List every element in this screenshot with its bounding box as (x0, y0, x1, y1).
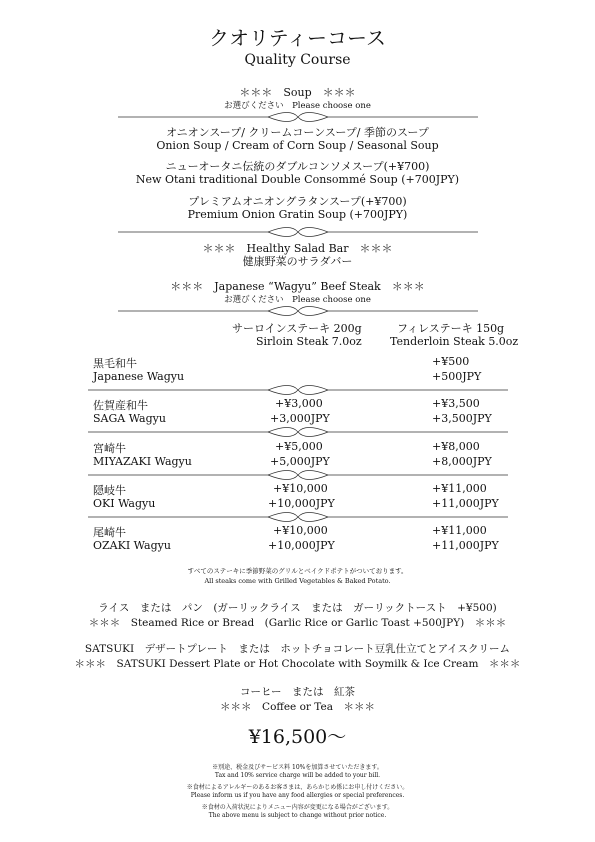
table-row-label-en: SAGA Wagyu (93, 412, 166, 425)
coffee-jp: コーヒー または 紅茶 (239, 686, 356, 698)
sirloin-price-yen: +¥5,000 (275, 440, 323, 453)
table-row-label-jp: 尾崎牛 (93, 526, 126, 539)
ornament-divider (0, 426, 595, 438)
steak-choose: お選びください Please choose one (224, 295, 371, 305)
footer-allergy-jp: ※食材によるアレルギーのあるお客さまは、あらかじめ係にお申し付けください。 (186, 784, 409, 791)
table-row-label-en: Japanese Wagyu (93, 370, 185, 383)
table-row-label-en: MIYAZAKI Wagyu (93, 455, 192, 468)
rice-en: ＊＊＊ Steamed Rice or Bread (Garlic Rice or Garlic Toast +500JPY) ＊＊＊ (88, 617, 507, 629)
coffee-en: ＊＊＊ Coffee or Tea ＊＊＊ (220, 701, 375, 713)
tenderloin-price-yen: +¥11,000 (432, 524, 487, 537)
footer-change-jp: ※食材の入荷状況によりメニュー内容が変更になる場合がございます。 (201, 804, 394, 811)
table-row-label-en: OKI Wagyu (93, 497, 156, 510)
footer-allergy-en: Please inform us if you have any food allergies or special preferences. (190, 792, 405, 799)
salad-heading: ＊＊＊ Healthy Salad Bar ＊＊＊ (202, 242, 393, 255)
sirloin-price-jpy: +3,000JPY (270, 412, 330, 425)
sirloin-header-jp: サーロインステーキ 200g (232, 322, 362, 335)
course-price: ¥16,500～ (248, 726, 347, 748)
tenderloin-price-jpy: +11,000JPY (432, 497, 499, 510)
footer-change-en: The above menu is subject to change without prior notice. (208, 812, 387, 819)
tenderloin-price-yen: +¥500 (432, 355, 470, 368)
ornament-divider (0, 226, 595, 238)
soup-option-1-jp: オニオンスープ/ クリームコーンスープ/ 季節のスープ (166, 126, 429, 139)
tenderloin-price-yen: +¥8,000 (432, 440, 480, 453)
table-row-label-en: OZAKI Wagyu (93, 539, 171, 552)
steak-heading: ＊＊＊ Japanese “Wagyu” Beef Steak ＊＊＊ (170, 280, 425, 293)
footer-tax-jp: ※別途、税金及びサービス料 10%を加算させていただきます。 (212, 764, 383, 771)
footer-tax-en: Tax and 10% service charge will be added to your bill. (214, 772, 381, 779)
rice-jp: ライス または パン (ガーリックライス または ガーリックトースト +¥500) (98, 602, 497, 614)
tenderloin-price-yen: +¥11,000 (432, 482, 487, 495)
table-row-label-jp: 隠岐牛 (93, 484, 126, 497)
tenderloin-price-jpy: +8,000JPY (432, 455, 492, 468)
soup-choose: お選びください Please choose one (224, 101, 371, 111)
tenderloin-price-jpy: +3,500JPY (432, 412, 492, 425)
ornament-divider (0, 384, 595, 396)
table-row-label-jp: 佐賀産和牛 (93, 399, 148, 412)
dessert-jp: SATSUKI デザートプレート または ホットチョコレート豆乳仕立てとアイスクリーム (84, 643, 511, 655)
sirloin-price-jpy: +5,000JPY (270, 455, 330, 468)
title-en: Quality Course (244, 52, 351, 68)
tenderloin-header-jp: フィレステーキ 150g (397, 322, 505, 335)
tenderloin-price-jpy: +500JPY (432, 370, 482, 383)
title-jp: クオリティーコース (209, 26, 386, 50)
tenderloin-price-jpy: +11,000JPY (432, 539, 499, 552)
ornament-divider (0, 111, 595, 123)
soup-option-3-en: Premium Onion Gratin Soup (+700JPY) (187, 208, 408, 221)
table-row-label-jp: 宮崎牛 (93, 442, 126, 455)
sirloin-price-jpy: +10,000JPY (268, 539, 335, 552)
table-row-label-jp: 黒毛和牛 (93, 357, 137, 370)
sirloin-price-yen: +¥10,000 (273, 482, 328, 495)
salad-jp: 健康野菜のサラダバー (242, 255, 353, 268)
ornament-divider (0, 305, 595, 317)
sirloin-price-yen: +¥3,000 (275, 397, 323, 410)
soup-heading: ＊＊＊ Soup ＊＊＊ (239, 86, 356, 99)
ornament-divider (0, 469, 595, 481)
sirloin-price-yen: +¥10,000 (273, 524, 328, 537)
soup-option-1-en: Onion Soup / Cream of Corn Soup / Seasonal Soup (156, 139, 439, 152)
steak-note-jp: すべてのステーキに季節野菜のグリルとベイクドポテトがついております。 (187, 567, 408, 575)
soup-option-2-en: New Otani traditional Double Consommé Soup (+700JPY) (135, 173, 460, 186)
sirloin-header-en: Sirloin Steak 7.0oz (256, 335, 362, 348)
soup-option-2-jp: ニューオータニ伝統のダブルコンソメスープ(+¥700) (165, 160, 430, 173)
tenderloin-price-yen: +¥3,500 (432, 397, 480, 410)
soup-option-3-jp: プレミアムオニオングラタンスープ(+¥700) (188, 195, 407, 208)
tenderloin-header-en: Tenderloin Steak 5.0oz (390, 335, 519, 348)
ornament-divider (0, 511, 595, 523)
sirloin-price-jpy: +10,000JPY (268, 497, 335, 510)
steak-note-en: All steaks come with Grilled Vegetables & Baked Potato. (204, 577, 391, 585)
dessert-en: ＊＊＊ SATSUKI Dessert Plate or Hot Chocolate with Soymilk & Ice Cream ＊＊＊ (74, 658, 521, 670)
